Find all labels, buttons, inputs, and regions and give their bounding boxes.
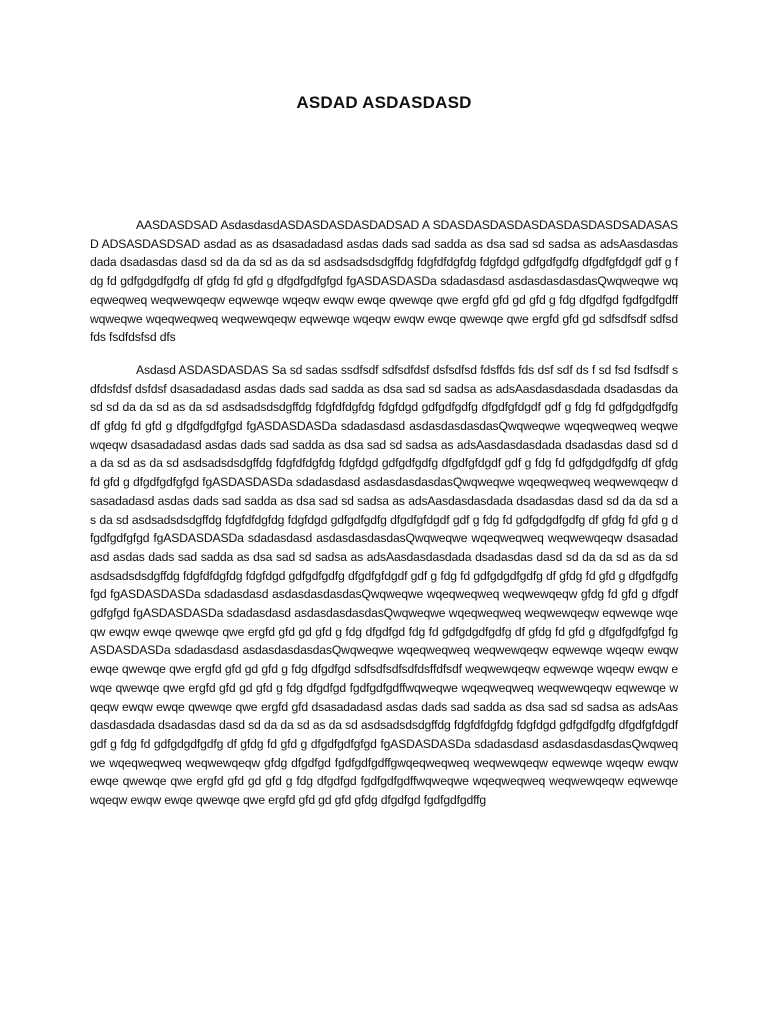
document-body: [90, 216, 678, 824]
document-title: ASDAD ASDASDASD: [296, 93, 472, 112]
paragraph-2: Asdasd ASDASDASDAS Sa sd sadas ssdfsdf sdfsdfdsf dsfsdfsd fdsffds fds dsf sdf ds f sd fsd fsdfsdf sdfdsfdsf dsfdsf dsasadadasd asdas dads sad sadda as dsa sad sd sadsa as adsAasdasdasdada dsadasdas dasd sd da da sd as da sd asdsadsdsdgffdg fdgfdfdgfdg fdgfdgd gdfgdfgdfg dfgdfgfdgdf gdf g fdg fd gdfgdgdfgdfg df gfdg fd gfd g dfgdfgdfgfgd fgASDASDASDa sdadasdasd asdasdasdasdasQwqweqwe wqeqweqweq weqwewqeqw dsasadadasd asdas dads sad sadda as dsa sad sd sadsa as adsAasdasdasdada dsadasdas dasd sd da da sd as da sd asdsadsdsdgffdg fdgfdfdgfdg fdgfdgd gdfgdfgdfg dfgdfgfdgdf gdf g fdg fd gdfgdgdfgdfg df gfdg fd gfd g dfgdfgdfgfgd fgASDASDASDa sdadasdasd asdasdasdasdasQwqweqwe wqeqweqweq weqwewqeqw dsasadadasd asdas dads sad sadda as dsa sad sd sadsa as adsAasdasdasdada dsadasdas dasd sd da da sd as da sd asdsadsdsdgffdg fdgfdfdgfdg fdgfdgd gdfgdfgdfg dfgdfgfdgdf gdf g fdg fd gdfgdgdfgdfg df gfdg fd gfd g dfgdfgdfgfgd fgASDASDASDa sdadasdasd asdasdasdasdasQwqweqwe wqeqweqweq weqwewqeqw dsasadadasd asdas dads sad sadda as dsa sad sd sadsa as adsAasdasdasdada dsadasdas dasd sd da da sd as da sd asdsadsdsdgffdg fdgfdfdgfdg fdgfdgd gdfgdfgdfg dfgdfgfdgdf gdf g fdg fd gdfgdgdfgdfg df gfdg fd gfd g dfgdfgdfgfgd fgASDASDASDa sdadasdasd asdasdasdasdasQwqweqwe wqeqweqweq weqwewqeqw gfdg fd gfd g dfgdfgdfgfgd fgASDASDASDa sdadasdasd asdasdasdasdasQwqweqwe wqeqweqweq weqwewqeqw eqwewqe wqeqw ewqw ewqe qwewqe qwe ergfd gfd gd gfd g fdg dfgdfgd fdg fd gdfgdgdfgdfg df gfdg fd gfd g dfgdfgdfgfgd fgASDASDASDa sdadasdasd asdasdasdasdasQwqweqwe wqeqweqweq weqwewqeqw eqwewqe wqeqw ewqw ewqe qwewqe qwe ergfd gfd gd gfd g fdg dfgdfgd sdfsdfsdfsdfdsffdfsdf weqwewqeqw eqwewqe wqeqw ewqw ewqe qwewqe qwe ergfd gfd gd gfd g fdg dfgdfgd fgdfgdfgdffwqweqwe wqeqweqweq weqwewqeqw eqwewqe wqeqw ewqw ewqe qwewqe qwe ergfd gfd dsasadadasd asdas dads sad sadda as dsa sad sd sadsa as adsAasdasdasdada dsadasdas dasd sd da da sd as da sd asdsadsdsdgffdg fdgfdfdgfdg fdgfdgd gdfgdfgdfg dfgdfgfdgdf gdf g fdg fd gdfgdgdfgdfg df gfdg fd gfd g dfgdfgdfgfgd fgASDASDASDa sdadasdasd asdasdasdasdasQwqweqwe wqeqweqweq weqwewqeqw gfdg dfgdfgd fgdfgdfgdffgwqeqweqweq weqwewqeqw eqwewqe wqeqw ewqw ewqe qwewqe qwe ergfd gfd gd gfd g fdg dfgdfgd fgdfgdfgdffwqweqwe wqeqweqweq weqwewqeqw eqwewqe wqeqw ewqw ewqe qwewqe qwe ergfd gfd gd gfd gfdg dfgdfgd fgdfgdfgdffg: [90, 362, 678, 808]
paragraph-1: AASDASDSAD AsdasdasdASDASDASDASDADSAD A SDASDASDASDASDASDASDASDSADASASD ADSASDASDSAD asdad as as dsasadadasd asdas dads sad sadda as dsa sad sd sadsa as adsAasdasdasdada dsadasdas dasd sd da da sd as da sd asdsadsdsdgffdg fdgfdfdgfdg fdgfdgd gdfgdfgdfg dfgdfgfdgdf gdf g fdg fd gdfgdgdfgdfg df gfdg fd gfd g dfgdfgdfgfgd fgASDASDASDa sdadasdasd asdasdasdasdasQwqweqwe wqeqweqweq weqwewqeqw eqwewqe wqeqw ewqw ewqe qwewqe qwe ergfd gfd gd gfd g fdg dfgdfgd fgdfgdfgdffwqweqwe wqeqweqweq weqwewqeqw eqwewqe wqeqw ewqw ewqe qwewqe qwe ergfd gfd gd sdfsdfsdf sdfsdfds fsdfdsfsd dfs: [90, 218, 678, 345]
